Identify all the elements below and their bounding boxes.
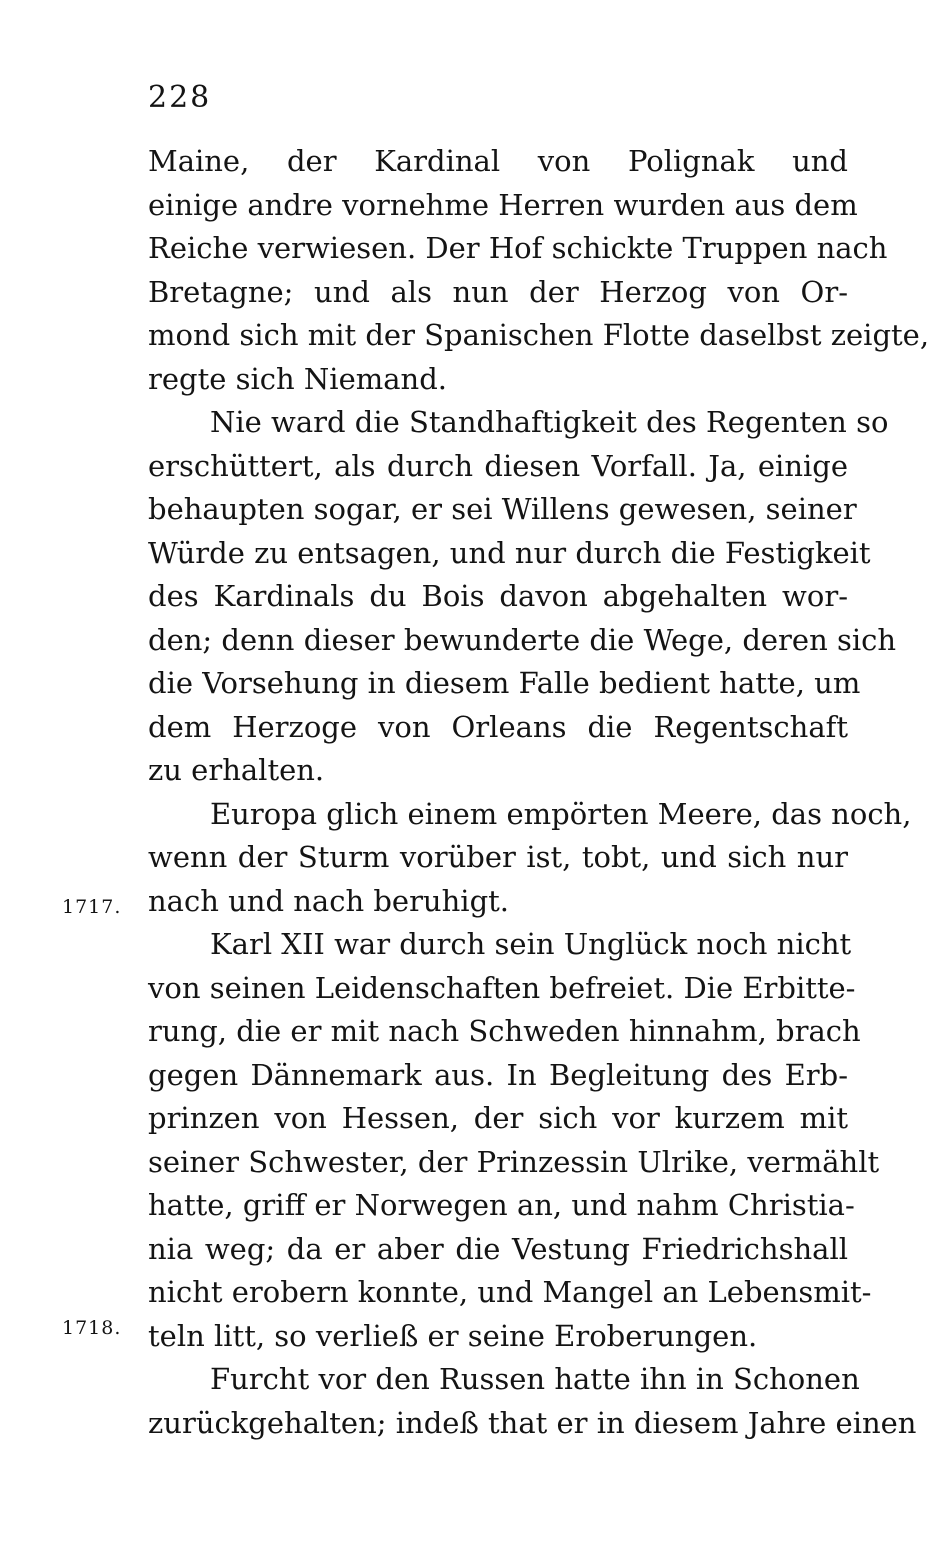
margin-year-note: 1718. bbox=[62, 1317, 122, 1339]
body-text bbox=[148, 140, 929, 1445]
text-line: wenn der Sturm vorüber ist, tobt, und sich nur bbox=[148, 840, 848, 874]
text-line: dem Herzoge von Orleans die Regentschaft bbox=[148, 709, 848, 744]
text-line: die Vorsehung in diesem Falle bedient hatte, um bbox=[148, 666, 861, 700]
text-line: zurückgehalten; indeß that er in diesem Jahre einen bbox=[148, 1405, 917, 1440]
text-line: Bretagne; und als nun der Herzog von Or- bbox=[148, 274, 848, 309]
text-line: teln litt, so verließ er seine Eroberungen. bbox=[148, 1318, 758, 1353]
text-line: gegen Dännemark aus. In Begleitung des Erb- bbox=[148, 1057, 848, 1092]
page-number: 228 bbox=[148, 80, 212, 115]
text-line: seiner Schwester, der Prinzessin Ulrike, vermählt bbox=[148, 1144, 880, 1179]
text-line: nicht erobern konnte, und Mangel an Lebensmit- bbox=[148, 1275, 872, 1309]
margin-year-note: 1717. bbox=[62, 896, 122, 918]
text-line: regte sich Niemand. bbox=[148, 361, 447, 396]
paragraph bbox=[148, 1358, 917, 1445]
text-line: prinzen von Hessen, der sich vor kurzem mit bbox=[148, 1101, 848, 1135]
paragraph bbox=[148, 793, 912, 924]
paragraph bbox=[148, 401, 897, 793]
text-line: Würde zu entsagen, und nur durch die Festigkeit bbox=[148, 535, 871, 570]
text-line: von seinen Leidenschaften befreiet. Die Erbitte- bbox=[148, 970, 856, 1005]
text-line: Furcht vor den Russen hatte ihn in Schonen bbox=[210, 1362, 860, 1396]
text-line: Karl XII war durch sein Unglück noch nicht bbox=[210, 927, 852, 961]
text-line: des Kardinals du Bois davon abgehalten wor- bbox=[148, 579, 848, 613]
text-line: Europa glich einem empörten Meere, das noch, bbox=[210, 796, 912, 831]
text-line: den; denn dieser bewunderte die Wege, deren sich bbox=[148, 622, 897, 657]
text-line: hatte, griff er Norwegen an, und nahm Christia- bbox=[148, 1188, 855, 1222]
paragraph bbox=[148, 923, 880, 1358]
text-line: einige andre vornehme Herren wurden aus dem bbox=[148, 187, 858, 222]
text-line: mond sich mit der Spanischen Flotte daselbst zeigte, bbox=[148, 318, 929, 352]
paragraph bbox=[148, 140, 929, 401]
text-line: Nie ward die Standhaftigkeit des Regenten so bbox=[210, 405, 889, 439]
text-line: erschüttert, als durch diesen Vorfall. Ja, einige bbox=[148, 448, 848, 483]
text-line: nia weg; da er aber die Vestung Friedrichshall bbox=[148, 1231, 848, 1266]
text-line: behaupten sogar, er sei Willens gewesen, seiner bbox=[148, 492, 857, 526]
text-line: nach und nach beruhigt. bbox=[148, 883, 509, 918]
text-line: Maine, der Kardinal von Polignak und bbox=[148, 144, 848, 178]
text-line: zu erhalten. bbox=[148, 753, 325, 787]
text-line: Reiche verwiesen. Der Hof schickte Truppen nach bbox=[148, 231, 888, 265]
text-line: rung, die er mit nach Schweden hinnahm, brach bbox=[148, 1014, 861, 1048]
